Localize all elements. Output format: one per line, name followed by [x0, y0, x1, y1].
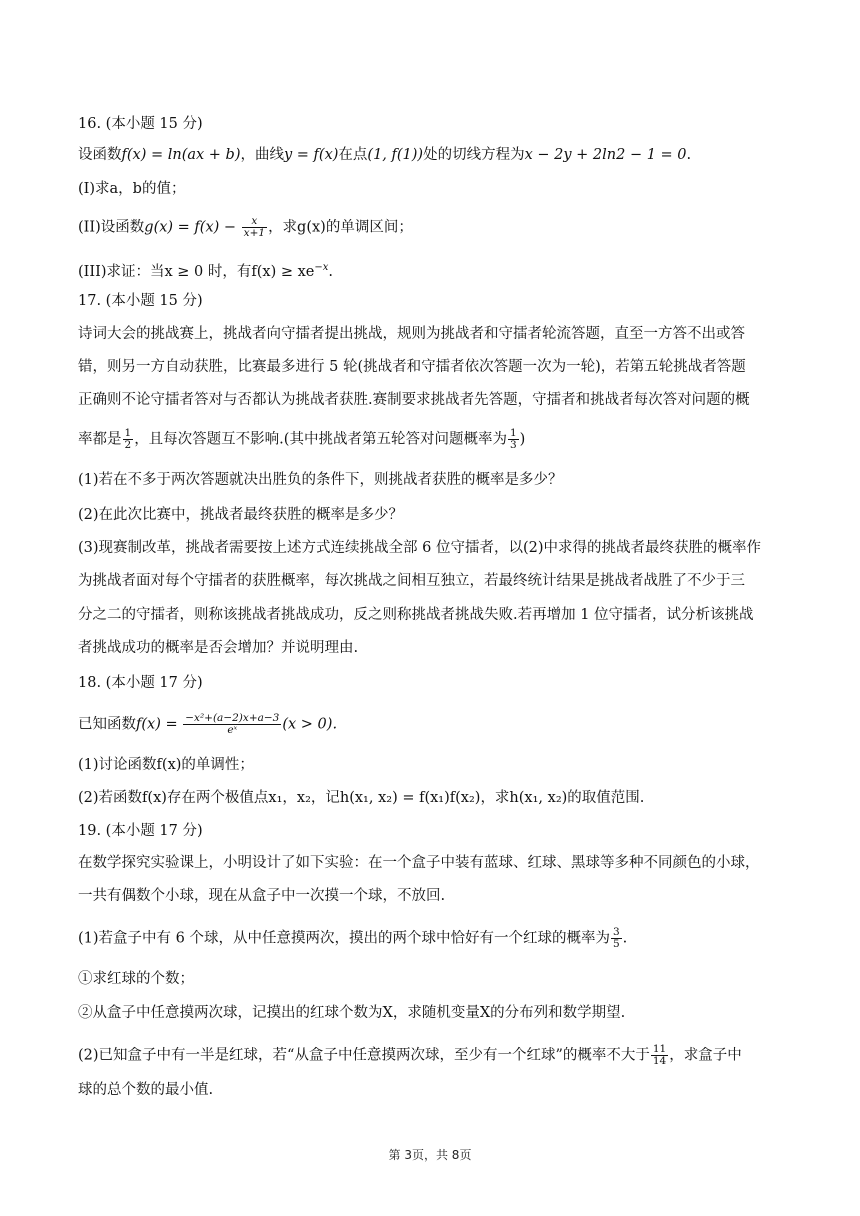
q19-part1-a: (1)若盒子中有 6 个球，从中任意摸两次，摸出的两个球中恰好有一个红球的概率为 [78, 930, 610, 947]
q18-frac-num: −x²+(a−2)x+a−3 [185, 712, 280, 724]
q16-frac-den: x+1 [243, 227, 266, 239]
q17-part3-line1: (3)现赛制改革，挑战者需要按上述方式连续挑战全部 6 位守擂者，以(2)中求得的挑战者最终获胜的概率作 [78, 540, 762, 556]
q16-part2-g: g(x) = f(x) − [144, 219, 237, 236]
q16-stem [78, 145, 790, 165]
q16-fraction [242, 216, 267, 239]
q17-line3: 正确则不论守擂者答对与否都认为挑战者获胜.赛制要求挑战者先答题，守擂者和挑战者每次答对问题的概 [78, 392, 750, 408]
q19-frac1-den: 5 [612, 938, 620, 950]
q16-part3-sup: −x [314, 262, 329, 273]
q17-frac1-num: 1 [124, 427, 132, 439]
q16-part2-b: ，求g(x)的单调区间； [268, 219, 413, 236]
q18-frac-den: eˣ [227, 724, 238, 736]
q16-function: f(x) = ln(ax + b) [121, 147, 241, 163]
q16-stem-end: . [686, 147, 692, 163]
q19-part1-b: . [622, 930, 628, 947]
q16-part2 [78, 216, 790, 239]
q17-part2: (2)在此次比赛中，挑战者最终获胜的概率是多少？ [78, 507, 404, 523]
q17-line1: 诗词大会的挑战赛上，挑战者向守擂者提出挑战，规则为挑战者和守擂者轮流答题，直至一方答不出或答 [78, 326, 745, 342]
q19-line2: 一共有偶数个小球，现在从盒子中一次摸一个球，不放回. [78, 888, 446, 904]
q18-domain: (x > 0). [282, 716, 338, 733]
q17-line4-a: 率都是 [78, 431, 122, 448]
q17-line2: 错，则另一方自动获胜，比赛最多进行 5 轮(挑战者和守擂者依次答题一次为一轮)，若第五轮挑战者答题 [78, 359, 746, 375]
q17-line4-c: ) [519, 431, 526, 448]
q18-function: f(x) = [136, 716, 178, 733]
q18-stem-a: 已知函数 [78, 716, 136, 733]
q19-frac-11-14 [651, 1044, 668, 1067]
q16-frac-num: x [242, 216, 267, 228]
q18-fraction [183, 713, 281, 736]
q17-part1: (1)若在不多于两次答题就决出胜负的条件下，则挑战者获胜的概率是多少？ [78, 472, 563, 488]
q17-heading: 17. (本小题 15 分) [78, 293, 203, 309]
q19-part2-b: ，求盒子中 [669, 1047, 742, 1064]
q17-line4 [78, 428, 790, 451]
q19-line1: 在数学探究实验课上，小明设计了如下实验：在一个盒子中装有蓝球、红球、黑球等多种不同颜色的小球， [78, 855, 760, 871]
q16-part3-text: (III)求证：当x ≥ 0 时，有f(x) ≥ xe [78, 263, 315, 280]
q16-part3-end: . [328, 263, 334, 280]
q16-stem-b: ，曲线 [240, 147, 284, 163]
q18-stem [78, 713, 790, 736]
q19-frac-3-5 [611, 927, 622, 950]
q17-line4-b: ，且每次答题互不影响.(其中挑战者第五轮答对问题概率为 [134, 431, 507, 448]
q16-part1: (I)求a，b的值； [78, 181, 186, 197]
q18-part2: (2)若函数f(x)存在两个极值点x₁，x₂，记h(x₁, x₂) = f(x₁)f(x₂)，求h(x₁, x₂)的取值范围. [78, 790, 645, 806]
q16-point: (1, f(1)) [367, 147, 424, 163]
q16-curve: y = f(x) [284, 147, 339, 163]
q17-frac2-den: 3 [509, 439, 517, 451]
q17-frac2-num: 1 [509, 427, 517, 439]
q16-part3 [78, 258, 790, 282]
q17-part3-line4: 者挑战成功的概率是否会增加？并说明理由. [78, 640, 359, 656]
q16-stem-d: 处的切线方程为 [423, 147, 525, 163]
q16-heading: 16. (本小题 15 分) [78, 116, 203, 132]
q19-part2 [78, 1044, 790, 1067]
q19-frac2-num: 11 [652, 1043, 667, 1055]
q17-frac1-den: 2 [124, 439, 132, 451]
page-footer: 第 3页，共 8页 [388, 1148, 472, 1162]
q17-part3-line2: 为挑战者面对每个守擂者的获胜概率，每次挑战之间相互独立，若最终统计结果是挑战者战胜了不少于三 [78, 573, 745, 589]
q16-part2-a: (II)设函数 [78, 219, 145, 236]
q19-frac2-den: 14 [652, 1055, 667, 1067]
q19-heading: 19. (本小题 17 分) [78, 823, 203, 839]
q19-part2-line2: 球的总个数的最小值. [78, 1082, 214, 1098]
q17-part3-line3: 分之二的守擂者，则称该挑战者挑战成功，反之则称挑战者挑战失败.若再增加 1 位守擂者，试分析该挑战 [78, 607, 754, 623]
q19-part1 [78, 927, 790, 950]
q17-frac-third [508, 428, 519, 451]
q16-stem-a: 设函数 [78, 147, 122, 163]
q17-frac-half [123, 428, 134, 451]
q18-heading: 18. (本小题 17 分) [78, 675, 203, 691]
q19-sub1: ①求红球的个数； [78, 971, 194, 987]
q19-part2-a: (2)已知盒子中有一半是红球，若“从盒子中任意摸两次球，至少有一个红球”的概率不大于 [78, 1047, 650, 1064]
q16-tangent: x − 2y + 2ln2 − 1 = 0 [524, 147, 687, 163]
q18-part1: (1)讨论函数f(x)的单调性； [78, 757, 254, 773]
q19-sub2: ②从盒子中任意摸两次球，记摸出的红球个数为X，求随机变量X的分布列和数学期望. [78, 1005, 626, 1021]
q19-frac1-num: 3 [612, 926, 620, 938]
q16-stem-c: 在点 [338, 147, 368, 163]
